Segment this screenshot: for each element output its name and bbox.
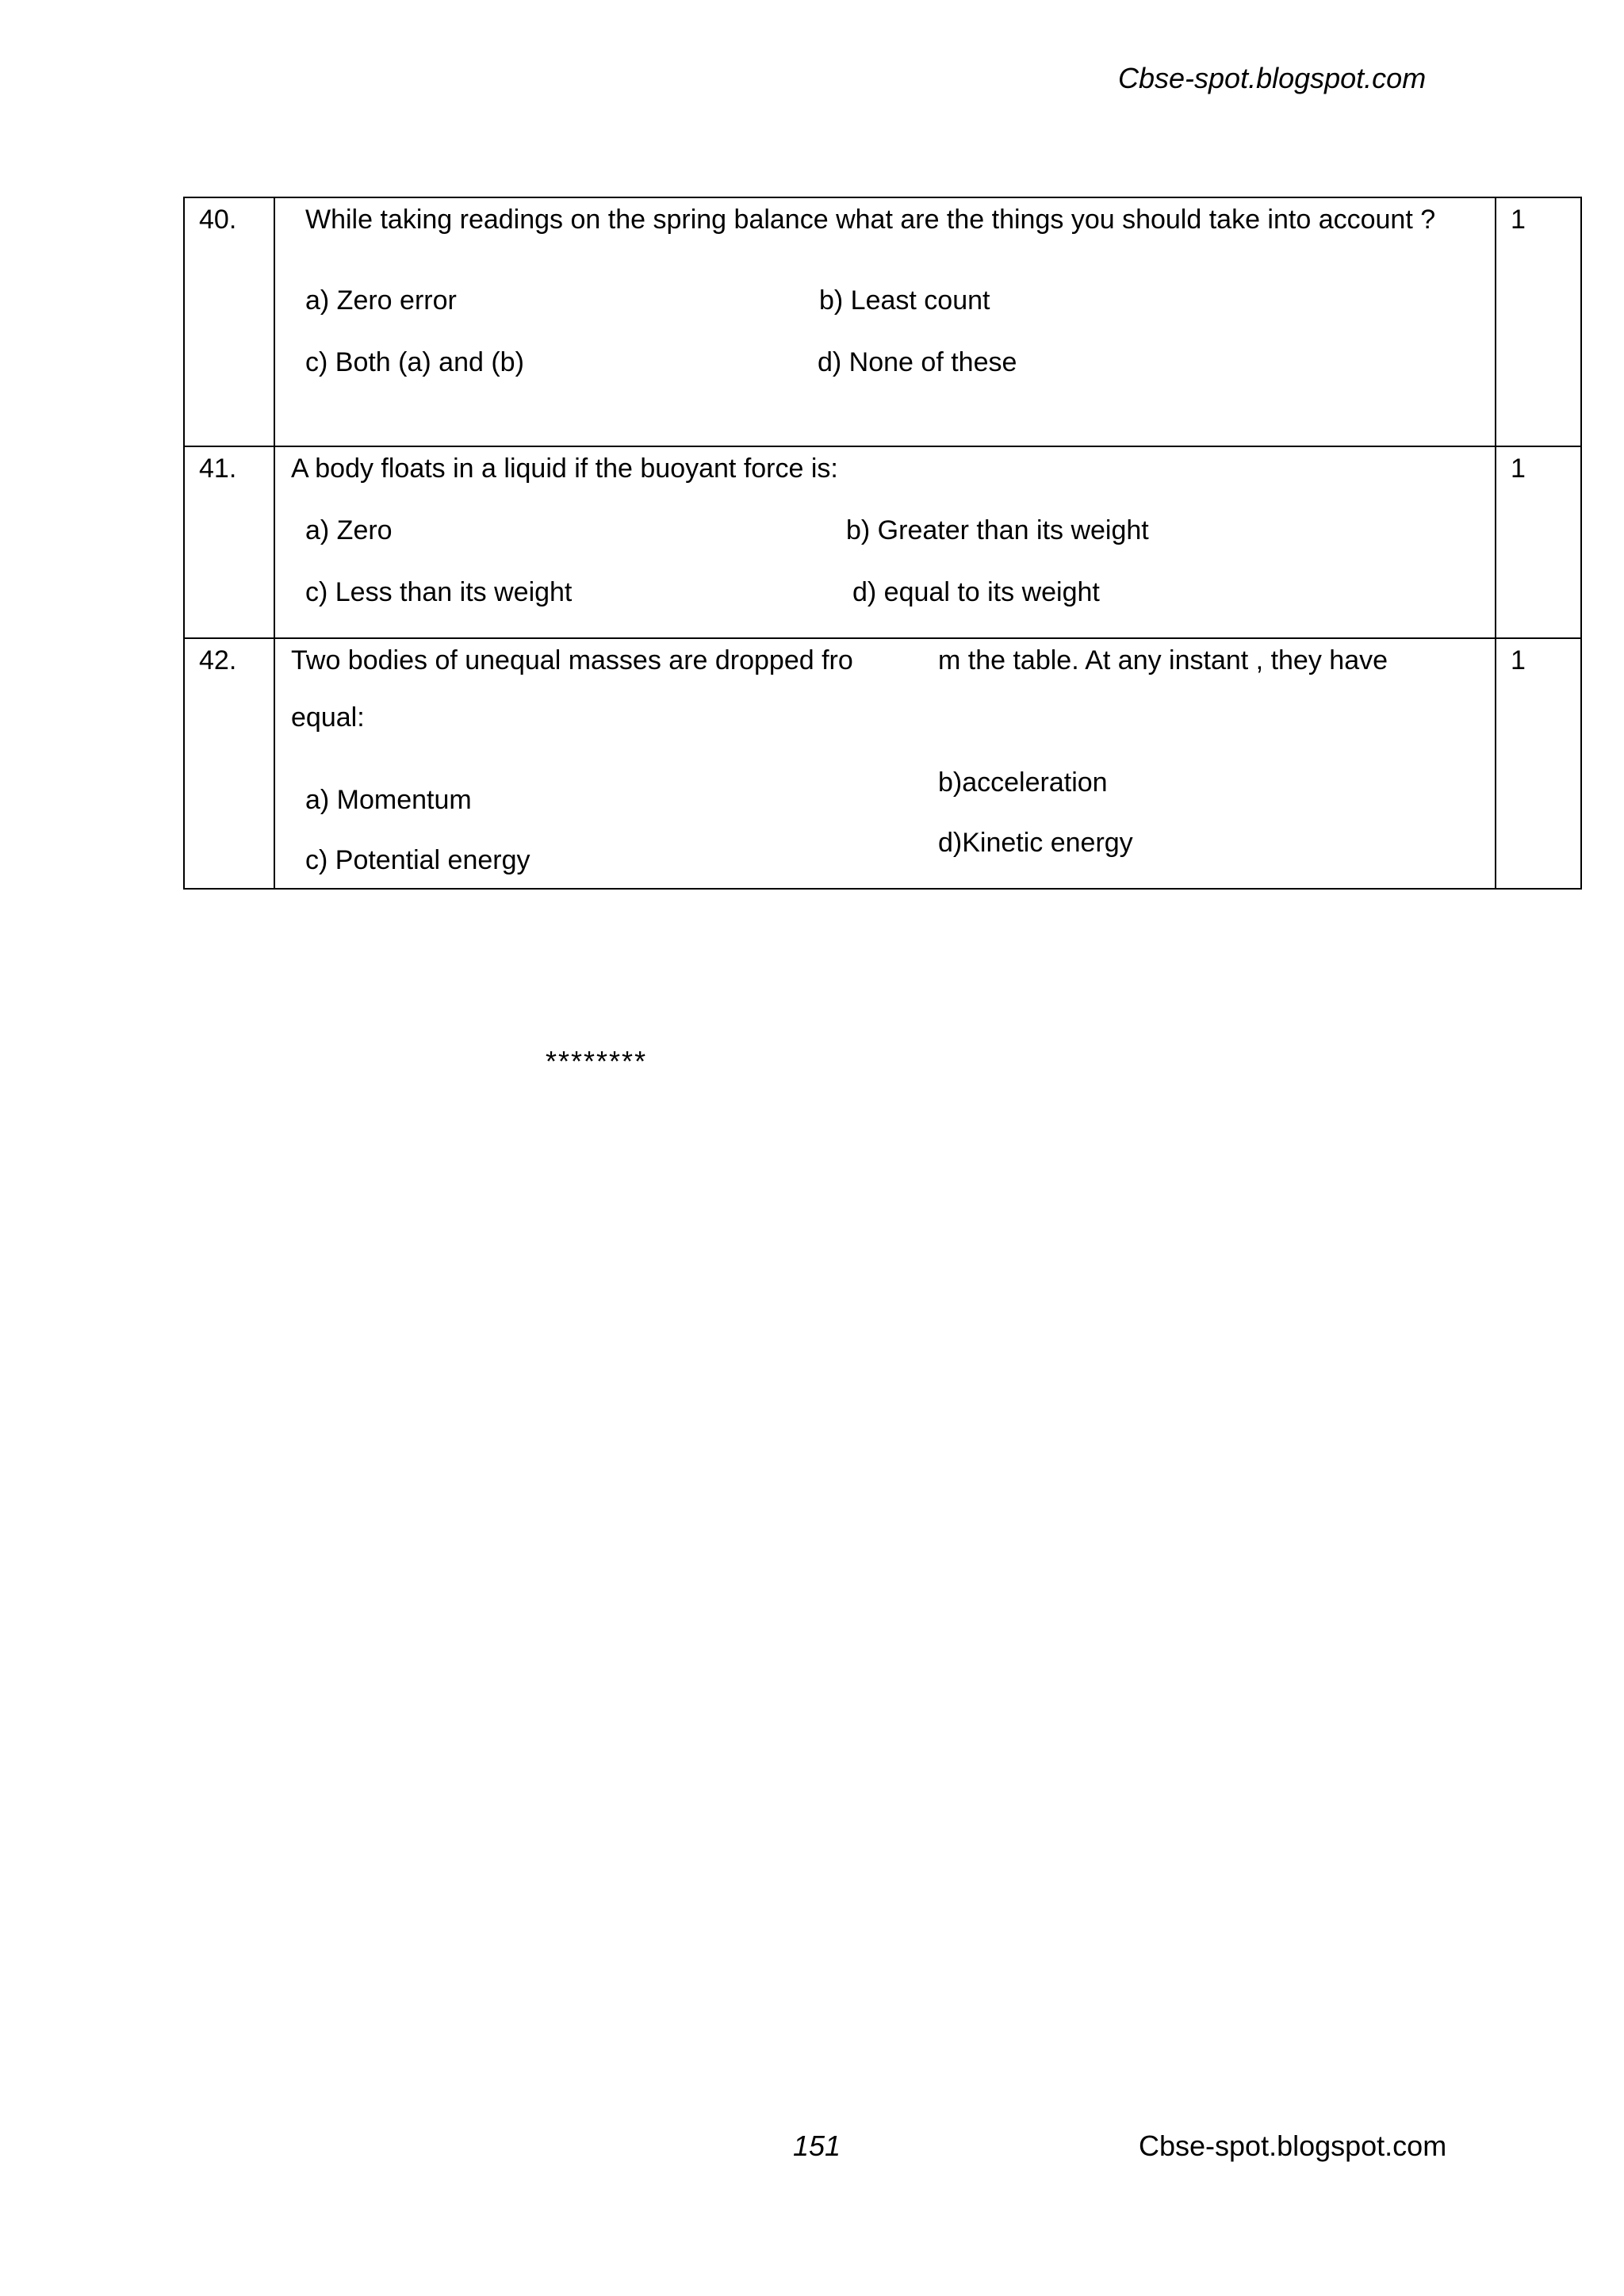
option-d: d) None of these xyxy=(818,347,1017,377)
question-body-cell xyxy=(274,197,1496,446)
question-body-cell xyxy=(274,638,1496,889)
option-d: d) equal to its weight xyxy=(852,577,1100,607)
option-c: c) Less than its weight xyxy=(305,577,573,607)
marks-cell xyxy=(1496,638,1581,889)
option-b: b) Least count xyxy=(819,285,990,316)
option-b: b)acceleration xyxy=(938,767,1108,798)
footer-site-url: Cbse-spot.blogspot.com xyxy=(1139,2130,1447,2162)
option-a: a) Zero xyxy=(305,515,393,545)
question-number: 41. xyxy=(199,453,237,484)
question-body-cell xyxy=(274,446,1496,638)
question-marks: 1 xyxy=(1511,205,1526,235)
question-row-42 xyxy=(184,638,1581,889)
question-row-40 xyxy=(184,197,1581,446)
question-text: While taking readings on the spring balance what are the things you should take into account ? xyxy=(305,205,1436,235)
page-number: 151 xyxy=(793,2130,841,2162)
header-site-url: Cbse-spot.blogspot.com xyxy=(1118,62,1427,94)
question-text: A body floats in a liquid if the buoyant force is: xyxy=(291,453,838,484)
question-text-part3: equal: xyxy=(291,702,365,733)
marks-cell xyxy=(1496,446,1581,638)
question-row-41 xyxy=(184,446,1581,638)
option-a: a) Zero error xyxy=(305,285,457,316)
question-text-part1: Two bodies of unequal masses are dropped fro xyxy=(291,645,853,675)
question-number: 40. xyxy=(199,205,237,235)
questions-table xyxy=(183,197,1582,890)
question-number-cell xyxy=(184,197,274,446)
question-number: 42. xyxy=(199,645,237,675)
option-a: a) Momentum xyxy=(305,785,472,815)
question-marks: 1 xyxy=(1511,645,1526,675)
option-b: b) Greater than its weight xyxy=(846,515,1149,545)
question-marks: 1 xyxy=(1511,453,1526,484)
question-number-cell xyxy=(184,638,274,889)
question-number-cell xyxy=(184,446,274,638)
end-separator: ******** xyxy=(546,1045,648,1077)
question-text-part2: m the table. At any instant , they have xyxy=(938,645,1388,675)
option-c: c) Potential energy xyxy=(305,845,530,875)
marks-cell xyxy=(1496,197,1581,446)
option-c: c) Both (a) and (b) xyxy=(305,347,524,377)
option-d: d)Kinetic energy xyxy=(938,828,1133,858)
